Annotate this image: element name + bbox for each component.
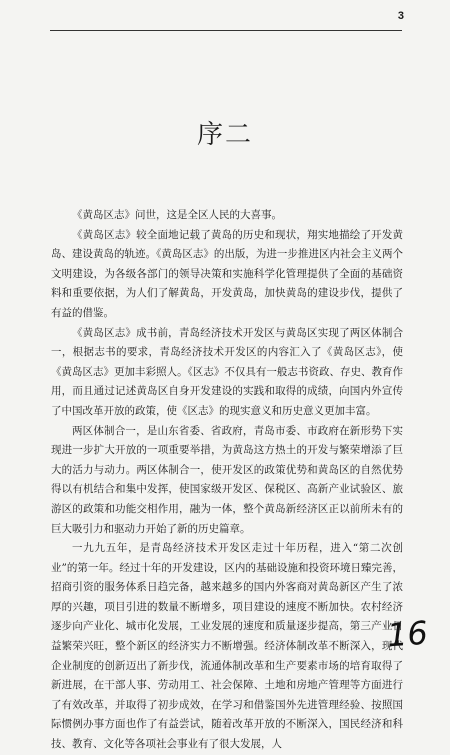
page-title: 序二 (196, 120, 253, 150)
body-text (51, 206, 403, 755)
header-rule (50, 30, 402, 31)
handwritten-page-mark: 16 (386, 613, 430, 655)
page-number: 3 (397, 10, 404, 22)
paragraph: 《黄岛区志》成书前，青岛经济技术开发区与黄岛区实现了两区体制合一，根据志书的要求，青岛经济技术开发区的内容汇入了《黄岛区志》，使《黄岛区志》更加丰彩照人。《区志》不仅具有一般志书资政、存史、教育作用，而且通过记述黄岛区自身开发建设的实践和取得的成绩，向国内外宣传了中国改革开放的政策，使《区志》的现实意义和历史意义更加丰富。 (51, 326, 403, 417)
paragraph: 《黄岛区志》问世，这是全区人民的大喜事。 (72, 209, 282, 221)
paragraph: 两区体制合一，是山东省委、省政府，青岛市委、市政府在新形势下实现进一步扩大开放的一项重要举措，为黄岛这方热土的开发与繁荣增添了巨大的活力与动力。两区体制合一，使开发区的政策优势和黄岛区的自然优势得以有机结合和集中发挥，使国家级开发区、保税区、高新产业试验区、旅游区的政策和功能交相作用，融为一体，整个黄岛新经济区正以前所未有的巨大吸引力和驱动力开始了新的历史篇章。 (51, 424, 403, 535)
paragraph: 一九九五年，是青岛经济技术开发区走过十年历程，进入“第二次创业”的第一年。经过十年的开发建设，区内的基础设施和投资环境日臻完善，招商引资的服务体系日趋完备，越来越多的国内外客商对黄岛新区产生了浓厚的兴趣，项目引进的数量不断增多，项目建设的速度不断加快。农村经济逐步向产业化、城市化发展，工业发展的速度和质量逐步提高，第三产业日益繁荣兴旺，整个新区的经济实力不断增强。经济体制改革不断深入，现代企业制度的创新迈出了新步伐，流通体制改革和生产要素市场的培育取得了新进展，在干部人事、劳动用工、社会保障、土地和房地产管理等方面进行了有效改革，并取得了初步成效，在学习和借鉴国外先进管理经验、按照国际惯例办事方面也作了有益尝试，随着改革开放的不断深入，国民经济和科技、教育、文化等各项社会事业有了很大发展，人 (51, 542, 403, 751)
paragraph: 《黄岛区志》较全面地记载了黄岛的历史和现状，翔实地描绘了开发黄岛、建设黄岛的轨迹。《黄岛区志》的出版，为进一步推进区内社会主义两个文明建设，为各级各部门的领导决策和实施科学化管理提供了全面的基础资料和重要依据，为人们了解黄岛，开发黄岛，加快黄岛的建设步伐，提供了有益的借鉴。 (51, 228, 403, 319)
